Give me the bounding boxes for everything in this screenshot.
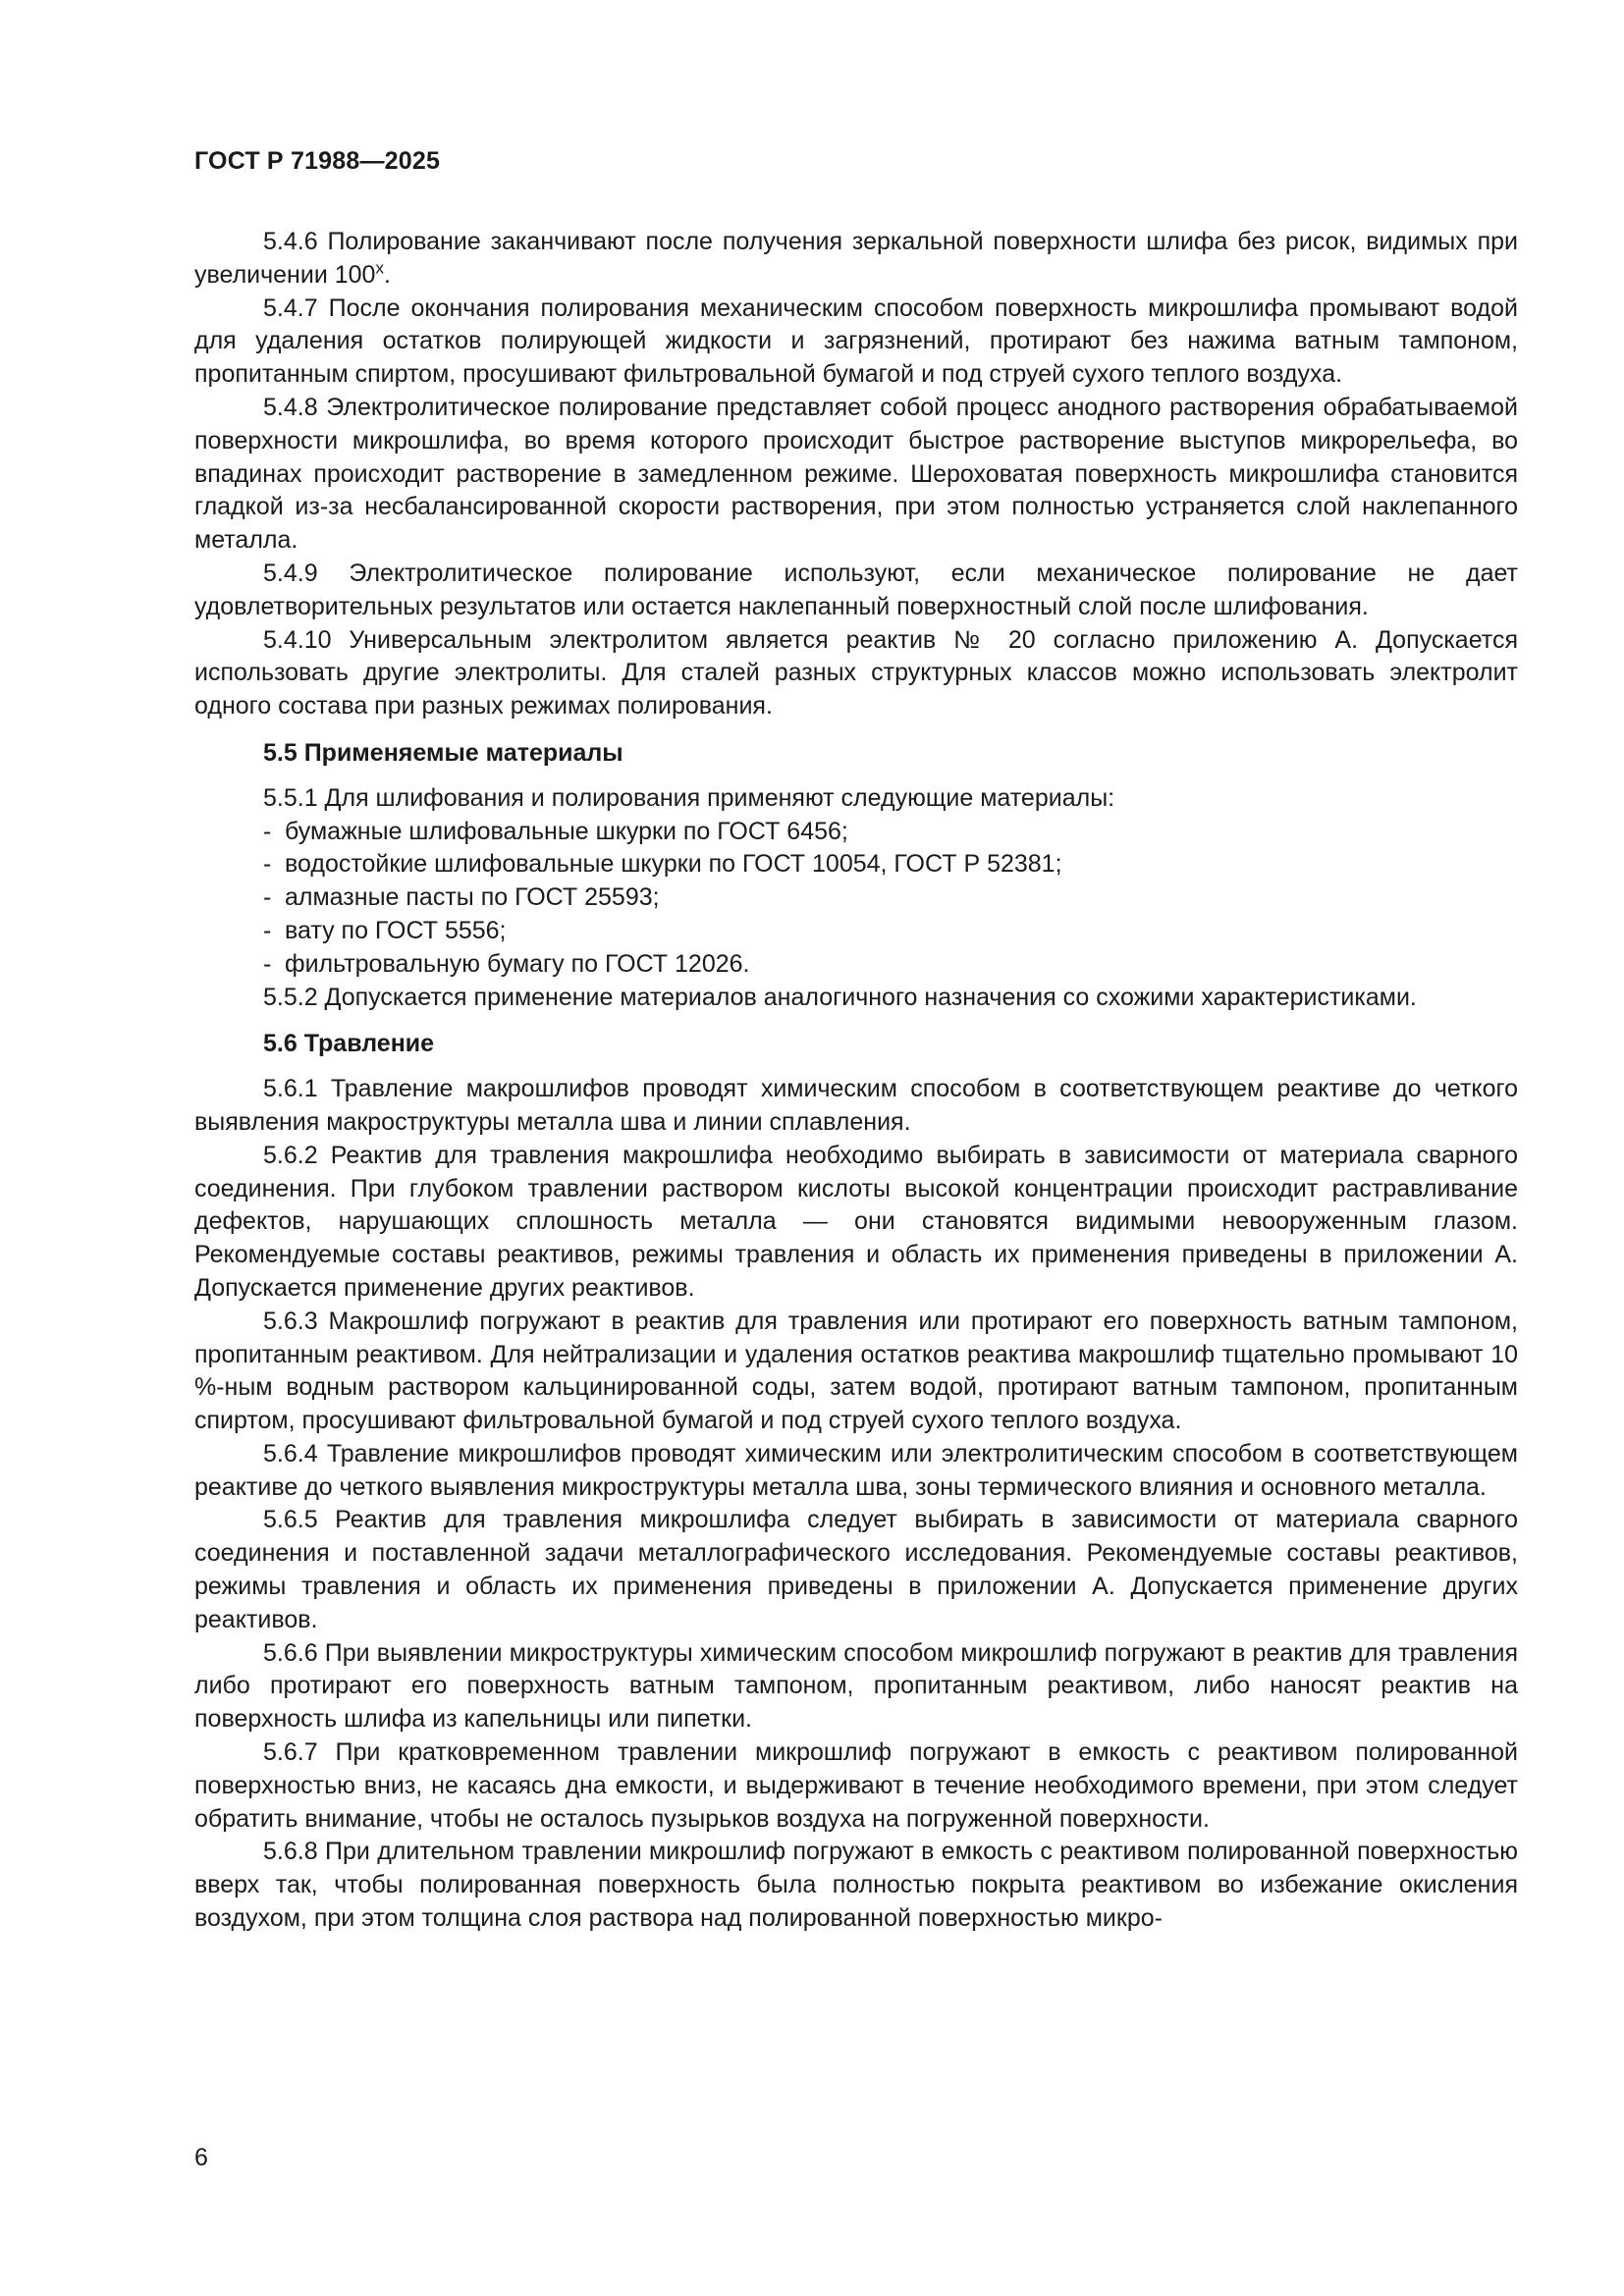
list-bullet: - <box>263 916 272 944</box>
section-heading: 5.6 Травление <box>263 1030 435 1058</box>
paragraph-text: 5.6.5 Реактив для травления микрошлифа следует выбирать в зависимости от материала сварного соединения и поставленной задачи металлографического исследования. Рекомендуемые составы реактивов, режимы травления и область их применения приведены в приложении А. Допускается применение других реактивов. <box>194 1506 1518 1633</box>
paragraph-text: 5.4.8 Электролитическое полирование представляет собой процесс анодного растворения обрабатываемой поверхности микрошлифа, во время которого происходит быстрое растворение выступов микрорельефа, во впадинах происходит растворение в замедленном режиме. Шероховатая поверхность микрошлифа становится гладкой из-за несбалансированной скорости растворения, при этом полностью устраняется слой наклепанного металла. <box>194 393 1518 555</box>
document-body <box>194 226 1518 1936</box>
list-item <box>194 948 1518 982</box>
list-item <box>194 881 1518 915</box>
list-item-text: алмазные пасты по ГОСТ 25593; <box>285 883 660 912</box>
superscript: х <box>375 258 384 278</box>
paragraph <box>194 1306 1518 1438</box>
paragraph <box>194 1637 1518 1736</box>
list-item <box>194 915 1518 948</box>
paragraph-text: 5.6.2 Реактив для травления макрошлифа необходимо выбирать в зависимости от материала сварного соединения. При глубоком травлении раствором кислоты высокой концентрации происходит растравливание дефектов, нарушающих сплошность металла — они становятся видимыми невооруженным глазом. Рекомендуемые составы реактивов, режимы травления и область их применения приведены в приложении А. Допускается применение других реактивов. <box>194 1141 1518 1302</box>
paragraph <box>194 1736 1518 1836</box>
list-item-text: бумажные шлифовальные шкурки по ГОСТ 6456; <box>285 817 848 845</box>
list-bullet: - <box>263 817 272 845</box>
paragraph-text: 5.4.10 Универсальным электролитом является реактив № 20 согласно приложению А. Допускается использовать другие электролиты. Для сталей разных структурных классов можно использовать электролит одного состава при разных режимах полирования. <box>194 625 1518 721</box>
paragraph-text: 5.6.3 Макрошлиф погружают в реактив для травления или протирают его поверхность ватным тампоном, пропитанным реактивом. Для нейтрализации и удаления остатков реактива макрошлиф тщательно промывают 10 %-ным водным раствором кальцинированной соды, затем водой, протирают ватным тампоном, пропитанным спиртом, просушивают фильтровальной бумагой и под струей сухого теплого воздуха. <box>194 1307 1518 1435</box>
list-item-text: водостойкие шлифовальные шкурки по ГОСТ 10054, ГОСТ Р 52381; <box>285 850 1062 879</box>
list-bullet: - <box>263 883 272 912</box>
list-bullet: - <box>263 850 272 879</box>
paragraph-text: 5.6.6 При выявлении микроструктуры химическим способом микрошлиф погружают в реактив для травления либо протирают его поверхность ватным тампоном, пропитанным реактивом, либо наносят реактив на поверхность шлифа из капельницы или пипетки. <box>194 1638 1518 1734</box>
paragraph <box>194 1438 1518 1505</box>
paragraph <box>194 558 1518 624</box>
paragraph <box>194 1140 1518 1306</box>
paragraph-text: 5.5.1 Для шлифования и полирования применяют следующие материалы: <box>263 783 1115 812</box>
paragraph-text: 5.6.1 Травление макрошлифов проводят химическим способом в соответствующем реактиве до четкого выявления макроструктуры металла шва и линии сплавления. <box>194 1075 1518 1136</box>
paragraph-text: 5.6.4 Травление микрошлифов проводят химическим или электролитическим способом в соответствующем реактиве до четкого выявления микроструктуры металла шва, зоны термического влияния и основного металла. <box>194 1439 1518 1501</box>
paragraph <box>194 1073 1518 1140</box>
paragraph <box>194 1836 1518 1935</box>
paragraph-text: 5.4.7 После окончания полирования механическим способом поверхность микрошлифа промывают водой для удаления остатков полирующей жидкости и загрязнений, протирают без нажима ватным тампоном, пропитанным спиртом, просушивают фильтровальной бумагой и под струей сухого теплого воздуха. <box>194 294 1518 389</box>
list-item <box>194 816 1518 849</box>
paragraph-tail: . <box>383 260 391 289</box>
paragraph <box>194 226 1518 293</box>
paragraph <box>194 293 1518 392</box>
paragraph <box>194 782 1518 816</box>
paragraph-text: 5.4.9 Электролитическое полирование используют, если механическое полирование не дает удовлетворительных результатов или остается наклепанный поверхностный слой после шлифования. <box>194 559 1518 620</box>
paragraph-text: 5.6.8 При длительном травлении микрошлиф погружают в емкость с реактивом полированной поверхностью вверх так, чтобы полированная поверхность была полностью покрыта реактивом во избежание окисления воздухом, при этом толщина слоя раствора над полированной поверхностью микро- <box>194 1838 1518 1933</box>
paragraph <box>194 982 1518 1015</box>
section-heading: 5.5 Применяемые материалы <box>263 738 623 767</box>
paragraph <box>194 624 1518 723</box>
list-item-text: вату по ГОСТ 5556; <box>285 916 507 944</box>
page-number: 6 <box>194 2144 208 2171</box>
paragraph-text: 5.5.2 Допускается применение материалов аналогичного назначения со схожими характеристиками. <box>263 983 1417 1011</box>
paragraph <box>194 1504 1518 1636</box>
list-item-text: фильтровальную бумагу по ГОСТ 12026. <box>285 949 750 978</box>
list-item <box>194 848 1518 881</box>
paragraph <box>194 392 1518 558</box>
paragraph-text: 5.6.7 При кратковременном травлении микрошлиф погружают в емкость с реактивом полированной поверхностью вниз, не касаясь дна емкости, и выдерживают в течение необходимого времени, при этом следует обратить внимание, чтобы не осталось пузырьков воздуха на погруженной поверхности. <box>194 1738 1518 1833</box>
list-bullet: - <box>263 949 272 978</box>
paragraph-text: 5.4.6 Полирование заканчивают после получения зеркальной поверхности шлифа без рисок, видимых при увеличении 100 <box>194 228 1518 289</box>
document-code-header: ГОСТ Р 71988—2025 <box>194 147 441 175</box>
